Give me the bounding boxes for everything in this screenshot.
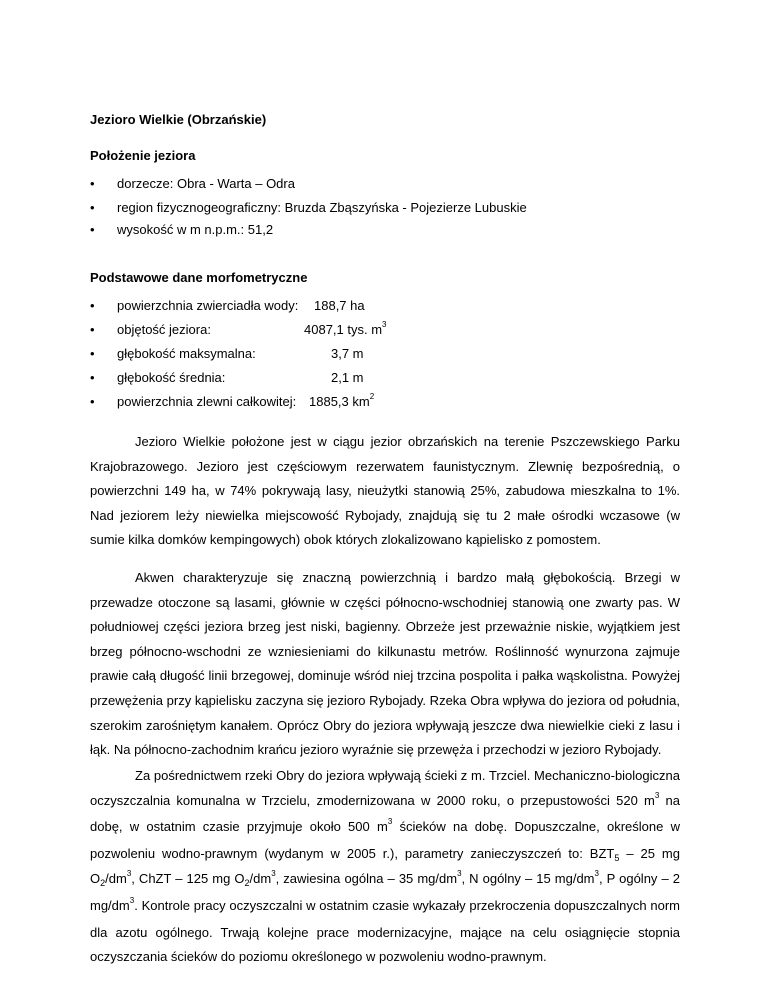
paragraph-1: Jezioro Wielkie położone jest w ciągu jezior obrzańskich na terenie Pszczewskiego Parku Krajobrazowego. Jezioro jest częściowym rezerwatem faunistycznym. Zlewnię bezpośrednią, o powierzchni 149 ha, w 74% pokrywają lasy, nieużytki stanowią 25%, zabudowa mieszkalna to 1%. Nad jeziorem leży niewielka miejscowość Rybojady, znajdują się tu 2 małe ośrodki wczasowe (w sumie kilka domków kempingowych) obok których zlokalizowano kąpielisko z pomostem. — [90, 434, 680, 548]
morpho-value: 4087,1 tys. $m^3$ — [304, 320, 387, 337]
bullet-icon: • — [90, 222, 95, 237]
bullet-icon: • — [90, 298, 95, 313]
morpho-value: 3,7 m — [331, 346, 364, 361]
morpho-value: 2,1 m — [331, 370, 364, 385]
morpho-heading: Podstawowe dane morfometryczne — [90, 270, 308, 285]
paragraph-2: Akwen charakteryzuje się znaczną powierzchnią i bardzo małą głębokością. Brzegi w przewadze otoczone są lasami, głównie w części północno-wschodniej stanowią one zwarty pas. W południowej części jeziora brzeg jest niski, bagienny. Obrzeże jest przeważnie niskie, wyjątkiem jest brzeg północno-wschodni ze wzniesieniami do kilkunastu metrów. Roślinność wynurzona zajmuje prawie całą długość linii brzegowej, dominuje wśród niej trzcina pospolita i pałka wąskolistna. Powyżej przewężenia przy kąpielisku zaczyna się jezioro Rybojady. Rzeka Obra wpływa do jeziora od południa, szerokim zarośniętym kanałem. Oprócz Obry do jeziora wpływają jeszcze dwa niewielkie cieki z lasu i łąk. Na północno-zachodnim krańcu jezioro wyraźnie się przewęża i przechodzi w jezioro Rybojady. — [90, 570, 680, 758]
location-heading: Położenie jeziora — [90, 148, 196, 163]
bullet-icon: • — [90, 322, 95, 337]
morpho-value: 1885,3 $km^2$ — [309, 392, 375, 409]
bullet-icon: • — [90, 176, 95, 191]
bullet-icon: • — [90, 346, 95, 361]
morpho-value: 188,7 ha — [314, 298, 365, 313]
bullet-icon: • — [90, 200, 95, 215]
bullet-icon: • — [90, 370, 95, 385]
document-title: Jezioro Wielkie (Obrzańskie) — [90, 112, 267, 127]
paragraph-3: Za pośrednictwem rzeki Obry do jeziora wpływają ścieki z m. Trzciel. Mechaniczno-biologiczna oczyszczalnia komunalna w Trzcielu, zmodernizowana w 2000 roku, o przepustowości 520 $m^3$ na dobę, w ostatnim czasie przyjmuje około 500 $m^3$ ścieków na dobę. Dopuszczalne, określone w pozwoleniu wodno-prawnym (wydanym w 2005 r.), parametry zanieczyszczeń to: $BZT_5 - 25$ mg $O_2/dm^3$, ChZT – 125 mg $O_2/dm^3$, zawiesina ogólna – 35 $mg/dm^3$, N ogólny – 15 $mg/dm^3$, P ogólny – 2 $mg/dm^3$. Kontrole pracy oczyszczalni w ostatnim czasie wykazały przekroczenia dopuszczalnych norm dla azotu ogólnego. Trwają kolejne prace modernizacyjne, mające na celu osiągnięcie stopnia oczyszczania ścieków do poziomu określonego w pozwoleniu wodno-prawnym. — [90, 768, 680, 965]
bullet-icon: • — [90, 394, 95, 409]
